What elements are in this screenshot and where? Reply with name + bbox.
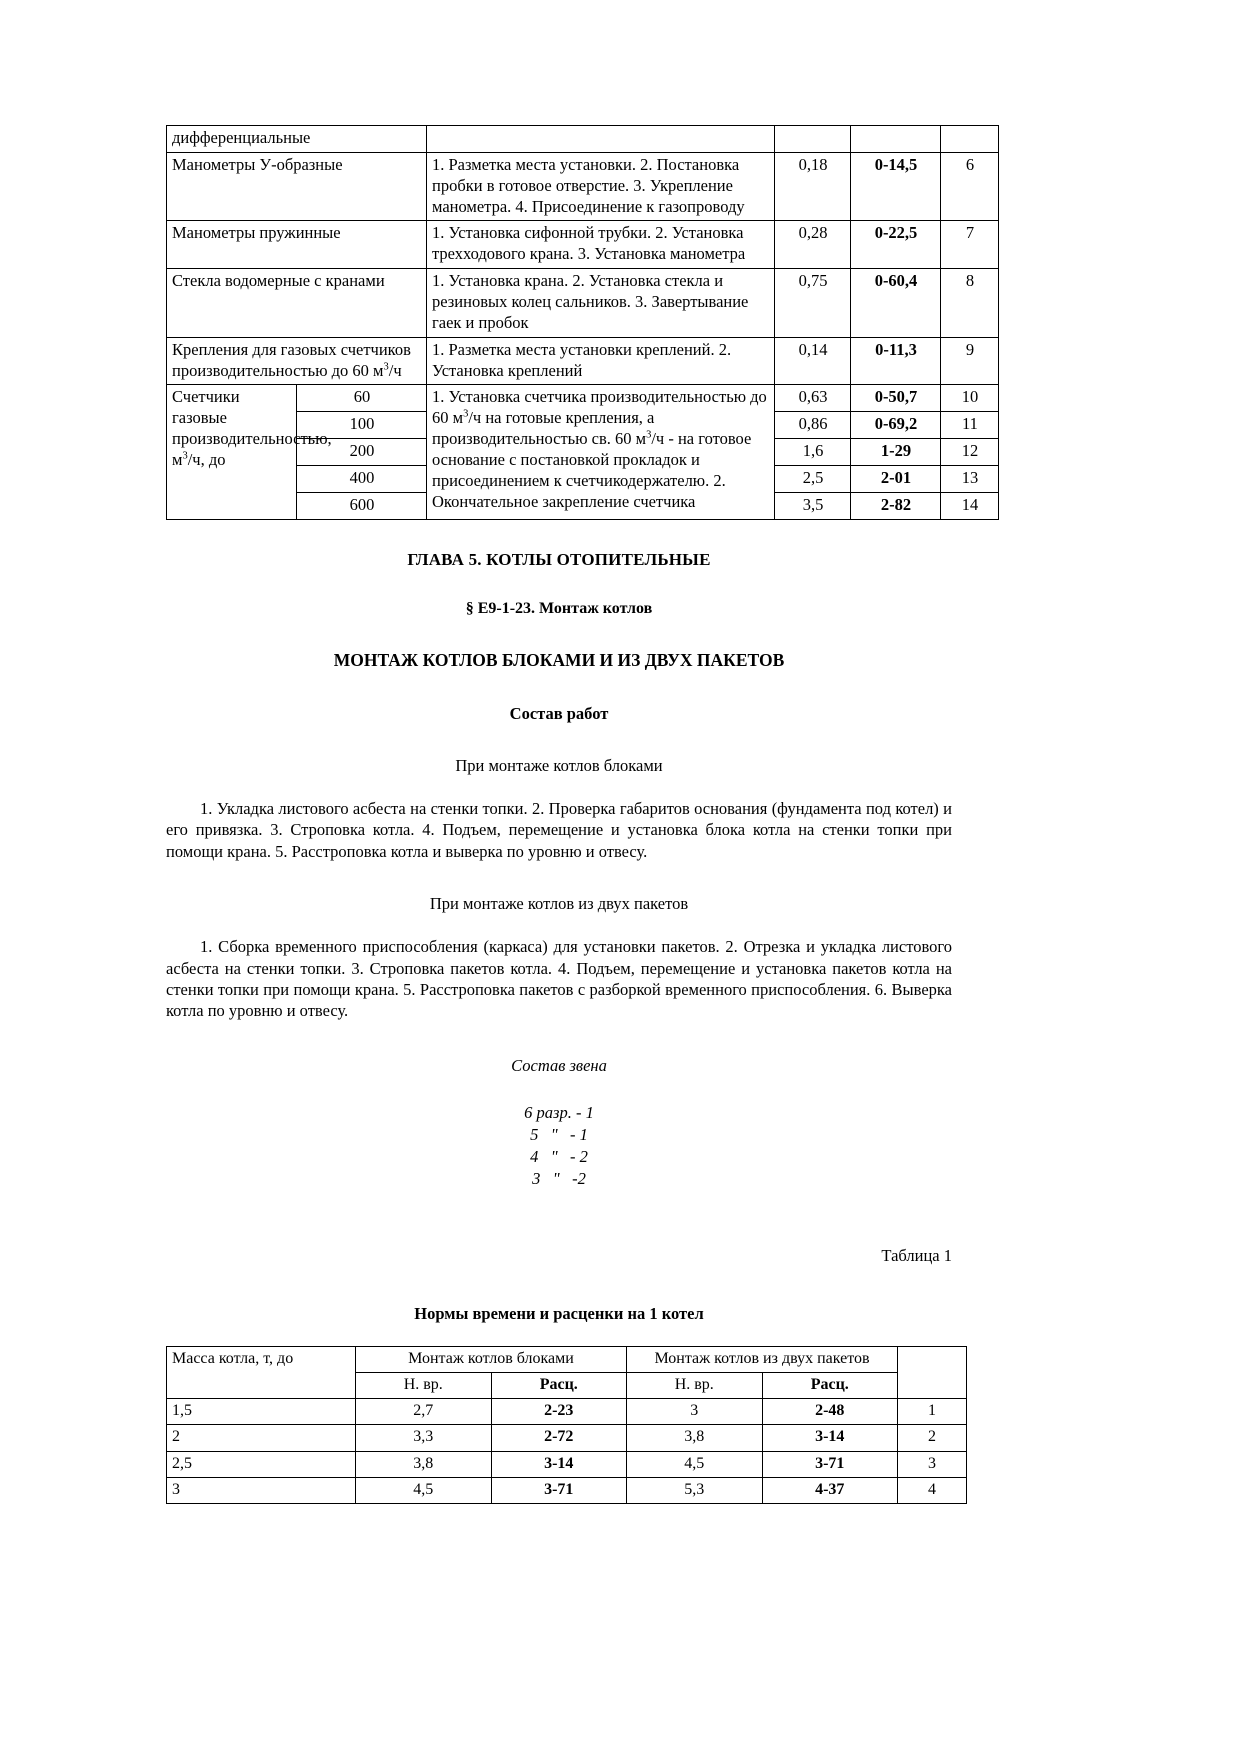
- cell-time-norm-blocks: 3,3: [356, 1425, 492, 1451]
- cell-rate-blocks: 3-14: [491, 1451, 627, 1477]
- header-group-packets: Монтаж котлов из двух пакетов: [627, 1346, 898, 1372]
- cell-rate-packets: 2-48: [762, 1399, 898, 1425]
- cell-rate-packets: 3-14: [762, 1425, 898, 1451]
- crew-line: 3 " -2: [532, 1168, 586, 1188]
- cell-row-number: 11: [941, 412, 999, 439]
- cell-row-number: 6: [941, 152, 999, 221]
- cell-rate: [851, 126, 941, 153]
- paragraph-heading: § Е9-1-23. Монтаж котлов: [465, 599, 653, 617]
- cell-time-norm-packets: 3: [627, 1399, 763, 1425]
- cell-rate-blocks: 2-23: [491, 1399, 627, 1425]
- cell-time-norm-packets: 3,8: [627, 1425, 763, 1451]
- cell-time-norm: 0,28: [775, 221, 851, 269]
- cell-mass: 2: [167, 1425, 356, 1451]
- equipment-norms-table: [166, 125, 999, 520]
- blocks-subtitle: При монтаже котлов блоками: [455, 755, 663, 775]
- crew-composition-heading: Состав звена: [511, 1055, 607, 1075]
- cell-work-description: 1. Установка крана. 2. Установка стекла и резиновых колец сальников. 3. Завертывание гаек и пробок: [427, 269, 775, 338]
- cell-work-description: 1. Разметка места установки креплений. 2. Установка креплений: [427, 337, 775, 385]
- cell-equipment-name: Манометры пружинные: [167, 221, 427, 269]
- cell-rate: 2-01: [851, 466, 941, 493]
- cell-rate: 0-50,7: [851, 385, 941, 412]
- cell-equipment-name: Манометры У-образные: [167, 152, 427, 221]
- table-row: [167, 221, 999, 269]
- cell-row-number: 3: [898, 1451, 967, 1477]
- crew-line: 6 разр. - 1: [524, 1102, 594, 1122]
- header-rate-packets: Расц.: [762, 1372, 898, 1398]
- cell-row-number: 8: [941, 269, 999, 338]
- table-row: [167, 152, 999, 221]
- cell-work-description: 1. Разметка места установки. 2. Постановка пробки в готовое отверстие. 3. Укрепление манометра. 4. Присоединение к газопроводу: [427, 152, 775, 221]
- cell-time-norm: 0,63: [775, 385, 851, 412]
- cell-time-norm: 2,5: [775, 466, 851, 493]
- cell-rate: 2-82: [851, 492, 941, 519]
- cell-rate-packets: 3-71: [762, 1451, 898, 1477]
- cell-capacity: 200: [297, 439, 427, 466]
- header-group-blocks: Монтаж котлов блоками: [356, 1346, 627, 1372]
- cell-work-description: 1. Установка сифонной трубки. 2. Установка трехходового крана. 3. Установка манометра: [427, 221, 775, 269]
- cell-row-number: [941, 126, 999, 153]
- cell-rate: 0-11,3: [851, 337, 941, 385]
- cell-rate: 0-14,5: [851, 152, 941, 221]
- table-row: [167, 1425, 967, 1451]
- cell-rate: 0-60,4: [851, 269, 941, 338]
- cell-rate: 1-29: [851, 439, 941, 466]
- cell-rate-blocks: 2-72: [491, 1425, 627, 1451]
- works-composition-heading: Состав работ: [509, 703, 609, 723]
- cell-time-norm-blocks: 2,7: [356, 1399, 492, 1425]
- cell-row-number: 9: [941, 337, 999, 385]
- table-title-caption: Нормы времени и расценки на 1 котел: [414, 1303, 704, 1323]
- table-number-caption: Таблица 1: [881, 1245, 952, 1265]
- crew-line: 4 " - 2: [530, 1146, 588, 1166]
- cell-equipment-name: Крепления для газовых счетчиков производительностью до 60 $м^3/ч$: [167, 337, 427, 385]
- cell-equipment-name: Счетчики газовые производительностью, $м^3/ч$, до: [167, 385, 297, 519]
- cell-time-norm: [775, 126, 851, 153]
- cell-equipment-name: дифференциальные: [167, 126, 427, 153]
- cell-time-norm: 3,5: [775, 492, 851, 519]
- cell-mass: 1,5: [167, 1399, 356, 1425]
- cell-capacity: 60: [297, 385, 427, 412]
- packets-paragraph: 1. Сборка временного приспособления (каркаса) для установки пакетов. 2. Отрезка и укладка листового асбеста на стенки топки. 3. Строповка пакетов котла. 4. Подъем, перемещение и установка пакетов котла на стенки топки при помощи крана. 5. Расстроповка пакетов с разборкой временного приспособления. 6. Выверка котла по уровню и отвесу.: [166, 937, 952, 1021]
- cell-time-norm-packets: 4,5: [627, 1451, 763, 1477]
- cell-mass: 2,5: [167, 1451, 356, 1477]
- cell-row-number: 4: [898, 1477, 967, 1503]
- header-row-number: [898, 1346, 967, 1398]
- table-row: [167, 1399, 967, 1425]
- cell-equipment-name: Стекла водомерные с кранами: [167, 269, 427, 338]
- cell-time-norm-packets: 5,3: [627, 1477, 763, 1503]
- packets-subtitle: При монтаже котлов из двух пакетов: [429, 894, 689, 914]
- table-row: [167, 1451, 967, 1477]
- cell-work-description: 1. Установка счетчика производительностью до 60 $м^3/ч$ на готовые крепления, а производительностью св. 60 $м^3/ч$ - на готовое основание с постановкой прокладок и присоединением к счетчикодержателю. 2. Окончательное закрепление счетчика: [427, 385, 775, 519]
- table-row: [167, 385, 999, 412]
- cell-row-number: 7: [941, 221, 999, 269]
- section-title: МОНТАЖ КОТЛОВ БЛОКАМИ И ИЗ ДВУХ ПАКЕТОВ: [333, 649, 785, 670]
- cell-rate: 0-69,2: [851, 412, 941, 439]
- cell-time-norm: 0,86: [775, 412, 851, 439]
- crew-composition-block: [166, 1102, 952, 1190]
- cell-row-number: 14: [941, 492, 999, 519]
- cell-time-norm: 0,14: [775, 337, 851, 385]
- cell-row-number: 13: [941, 466, 999, 493]
- blocks-paragraph: 1. Укладка листового асбеста на стенки топки. 2. Проверка габаритов основания (фундамента под котел) и его привязка. 3. Строповка котла. 4. Подъем, перемещение и установка блока котла на стенки топки при помощи крана. 5. Расстроповка котла и выверка по уровню и отвесу.: [166, 798, 952, 861]
- cell-mass: 3: [167, 1477, 356, 1503]
- table-row: [167, 337, 999, 385]
- time-norms-body: [167, 1346, 967, 1503]
- cell-rate-blocks: 3-71: [491, 1477, 627, 1503]
- cell-time-norm-blocks: 4,5: [356, 1477, 492, 1503]
- header-time-norm-packets: Н. вр.: [627, 1372, 763, 1398]
- cell-capacity: 100: [297, 412, 427, 439]
- chapter-heading: ГЛАВА 5. КОТЛЫ ОТОПИТЕЛЬНЫЕ: [407, 549, 711, 569]
- equipment-norms-body: [167, 126, 999, 520]
- cell-work-description: [427, 126, 775, 153]
- header-rate-blocks: Расц.: [491, 1372, 627, 1398]
- table-row: [167, 1477, 967, 1503]
- cell-time-norm-blocks: 3,8: [356, 1451, 492, 1477]
- document-page: [166, 0, 979, 1504]
- cell-row-number: 2: [898, 1425, 967, 1451]
- time-norms-table: [166, 1346, 967, 1504]
- cell-row-number: 1: [898, 1399, 967, 1425]
- table-row: [167, 269, 999, 338]
- header-time-norm-blocks: Н. вр.: [356, 1372, 492, 1398]
- cell-row-number: 10: [941, 385, 999, 412]
- cell-rate-packets: 4-37: [762, 1477, 898, 1503]
- cell-time-norm: 0,75: [775, 269, 851, 338]
- table-header-row: [167, 1346, 967, 1372]
- cell-row-number: 12: [941, 439, 999, 466]
- cell-capacity: 600: [297, 492, 427, 519]
- header-mass: Масса котла, т, до: [167, 1346, 356, 1398]
- cell-capacity: 400: [297, 466, 427, 493]
- crew-line: 5 " - 1: [530, 1124, 588, 1144]
- cell-time-norm: 0,18: [775, 152, 851, 221]
- cell-rate: 0-22,5: [851, 221, 941, 269]
- table-row: [167, 126, 999, 153]
- cell-time-norm: 1,6: [775, 439, 851, 466]
